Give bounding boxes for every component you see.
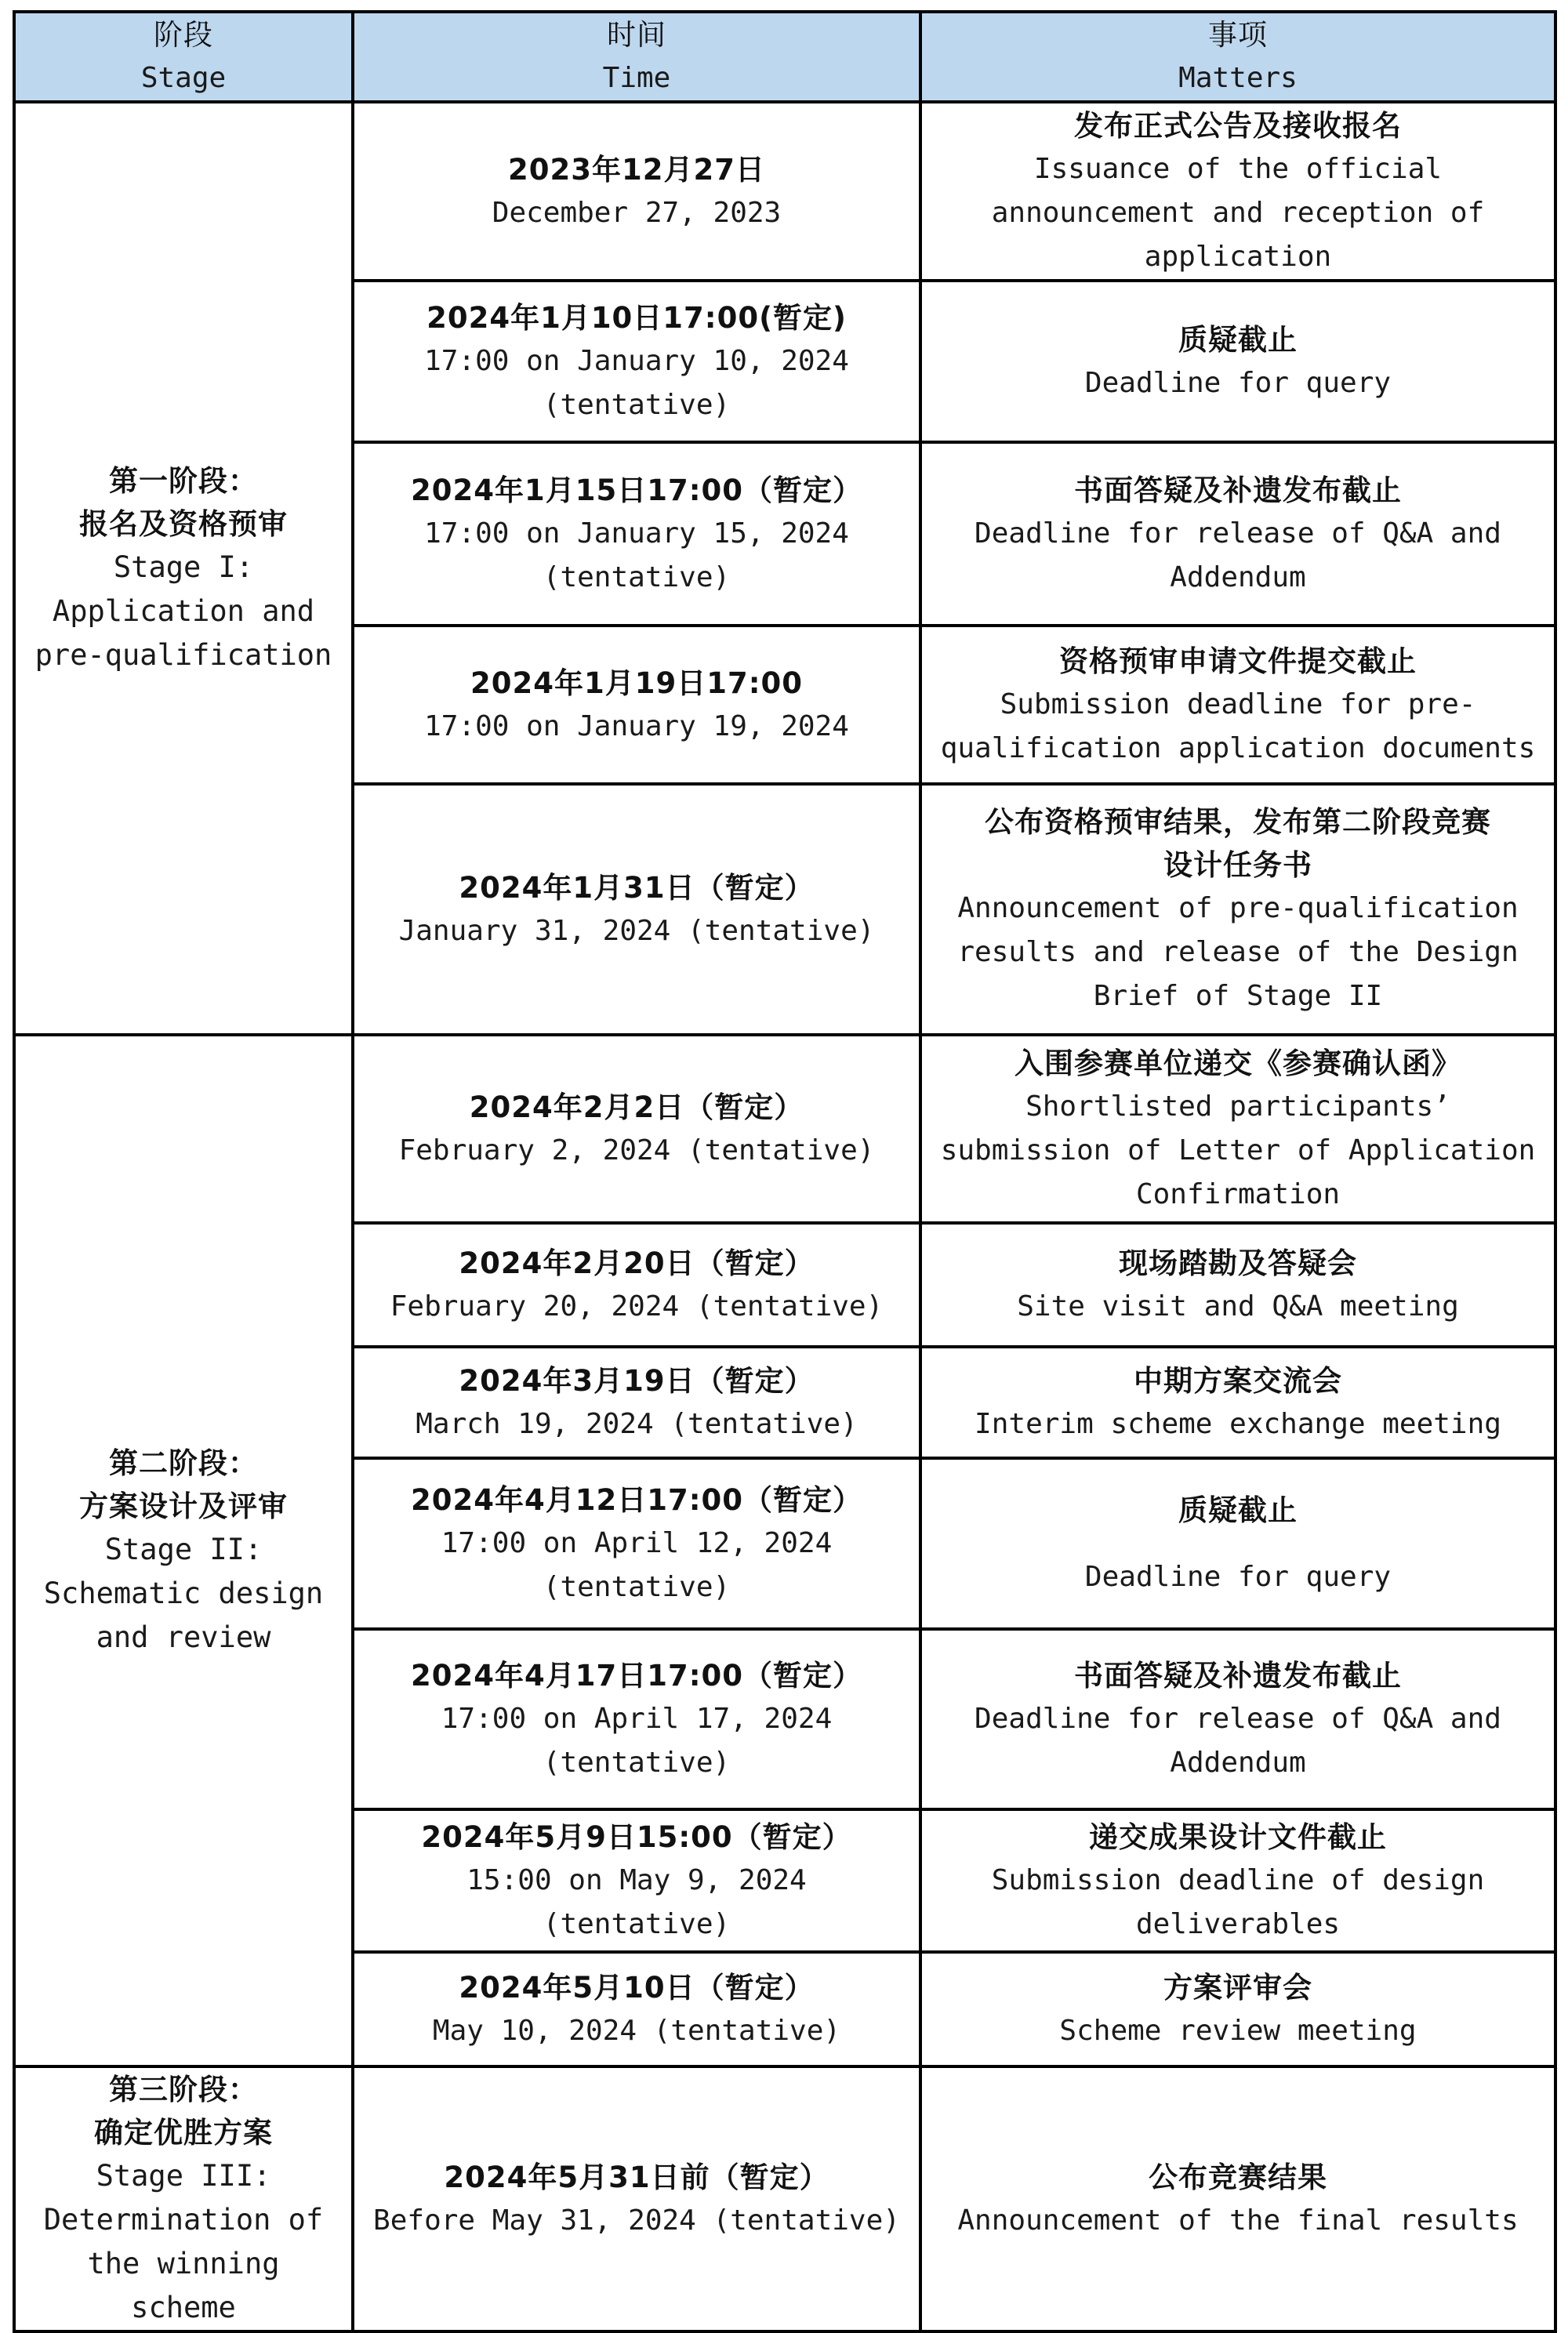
time-cell bbox=[353, 1952, 920, 2066]
time-en: 17:00 on January 19, 2024 bbox=[424, 709, 849, 742]
stage-title-zh: 第一阶段： bbox=[109, 464, 258, 498]
time-zh: 2024年5月10日（暂定） bbox=[459, 1970, 815, 2005]
matter-en: Announcement of the final results bbox=[957, 2204, 1519, 2237]
header-time-zh: 时间 bbox=[607, 18, 666, 52]
header-stage-en: Stage bbox=[140, 62, 227, 94]
header-matters bbox=[920, 12, 1555, 102]
time-en: (tentative) bbox=[543, 561, 731, 593]
stage-subtitle-en: Schematic design bbox=[43, 1576, 324, 1610]
matter-en: Submission deadline of design bbox=[991, 1863, 1485, 1896]
header-stage bbox=[14, 12, 353, 102]
table-header-row bbox=[14, 12, 1555, 102]
stage-title-en: Stage I: bbox=[113, 550, 254, 584]
time-en: 17:00 on April 12, 2024 bbox=[441, 1526, 833, 1559]
time-cell bbox=[353, 442, 920, 626]
time-en: 17:00 on January 15, 2024 bbox=[424, 517, 849, 550]
stage-title-zh: 第三阶段： bbox=[109, 2073, 258, 2106]
matter-en: Submission deadline for pre- bbox=[1000, 688, 1476, 720]
stage-subtitle-en: Application and bbox=[52, 594, 315, 628]
matter-zh: 书面答疑及补遗发布截止 bbox=[1074, 1658, 1402, 1693]
matter-cell bbox=[920, 1458, 1555, 1629]
matter-cell bbox=[920, 1809, 1555, 1952]
time-en: (tentative) bbox=[543, 1570, 731, 1603]
matter-en: Announcement of pre-qualification bbox=[957, 892, 1519, 924]
matter-cell bbox=[920, 1223, 1555, 1347]
time-cell bbox=[353, 1629, 920, 1809]
matter-zh: 公布资格预审结果，发布第二阶段竞赛 bbox=[985, 805, 1491, 839]
time-zh: 2024年5月9日15:00（暂定） bbox=[421, 1820, 852, 1854]
matter-en: Deadline for release of Q&A and bbox=[975, 517, 1501, 550]
time-zh: 2024年4月12日17:00（暂定） bbox=[411, 1482, 862, 1517]
stage-cell bbox=[14, 102, 353, 1035]
matter-en: application bbox=[1144, 240, 1332, 273]
matter-cell bbox=[920, 1952, 1555, 2066]
matter-en: Addendum bbox=[1170, 561, 1306, 593]
matter-en: Deadline for release of Q&A and bbox=[975, 1702, 1501, 1735]
time-zh: 2024年1月15日17:00（暂定） bbox=[411, 473, 862, 507]
header-matters-en: Matters bbox=[1178, 62, 1298, 94]
matter-zh: 现场踏勘及答疑会 bbox=[1119, 1246, 1357, 1280]
time-en: May 10, 2024 (tentative) bbox=[432, 2014, 841, 2047]
stage-title-en: Stage II: bbox=[104, 1533, 263, 1566]
stage-subtitle-zh: 方案设计及评审 bbox=[79, 1489, 288, 1523]
matter-zh: 中期方案交流会 bbox=[1134, 1363, 1342, 1398]
matter-cell bbox=[920, 102, 1555, 281]
time-cell bbox=[353, 1809, 920, 1952]
time-zh: 2024年3月19日（暂定） bbox=[459, 1363, 815, 1398]
time-zh: 2024年1月10日17:00(暂定) bbox=[426, 300, 847, 335]
matter-zh: 方案评审会 bbox=[1163, 1970, 1312, 2005]
time-en: (tentative) bbox=[543, 388, 731, 421]
matter-cell bbox=[920, 281, 1555, 442]
time-cell bbox=[353, 102, 920, 281]
time-en: February 20, 2024 (tentative) bbox=[390, 1290, 884, 1323]
time-zh: 2024年2月2日（暂定） bbox=[469, 1090, 804, 1124]
matter-zh: 公布竞赛结果 bbox=[1149, 2160, 1327, 2194]
header-time bbox=[353, 12, 920, 102]
time-zh: 2024年4月17日17:00（暂定） bbox=[411, 1658, 862, 1693]
time-en: 17:00 on January 10, 2024 bbox=[424, 344, 849, 377]
matter-en: submission of Letter of Application bbox=[940, 1134, 1536, 1166]
time-cell bbox=[353, 626, 920, 784]
stage-subtitle-zh: 报名及资格预审 bbox=[79, 507, 288, 541]
time-en: Before May 31, 2024 (tentative) bbox=[373, 2204, 900, 2237]
matter-cell bbox=[920, 2066, 1555, 2331]
time-en: (tentative) bbox=[543, 1746, 731, 1779]
table-row bbox=[14, 2066, 1555, 2331]
table-row bbox=[14, 102, 1555, 281]
matter-cell bbox=[920, 1629, 1555, 1809]
stage-title-en: Stage III: bbox=[96, 2159, 271, 2193]
matter-en: results and release of the Design bbox=[957, 936, 1519, 968]
matter-zh: 资格预审申请文件提交截止 bbox=[1059, 644, 1417, 678]
time-zh: 2023年12月27日 bbox=[508, 152, 765, 187]
matter-en: Scheme review meeting bbox=[1059, 2014, 1417, 2047]
matter-cell bbox=[920, 1035, 1555, 1223]
time-cell bbox=[353, 1458, 920, 1629]
matter-en: Confirmation bbox=[1135, 1177, 1341, 1210]
time-cell bbox=[353, 2066, 920, 2331]
stage-subtitle-en: the winning scheme bbox=[87, 2247, 280, 2324]
matter-en: Brief of Stage II bbox=[1093, 980, 1383, 1012]
time-zh: 2024年5月31日前（暂定） bbox=[444, 2160, 829, 2194]
matter-zh: 设计任务书 bbox=[1163, 848, 1312, 882]
stage-cell bbox=[14, 2066, 353, 2331]
matter-en: Addendum bbox=[1170, 1746, 1306, 1779]
time-cell bbox=[353, 1035, 920, 1223]
matter-zh: 发布正式公告及接收报名 bbox=[1074, 108, 1402, 143]
matter-en: qualification application documents bbox=[940, 731, 1536, 764]
time-cell bbox=[353, 1223, 920, 1347]
matter-en: announcement and reception of bbox=[991, 196, 1485, 229]
time-cell bbox=[353, 784, 920, 1035]
matter-cell bbox=[920, 1347, 1555, 1458]
time-zh: 2024年1月31日（暂定） bbox=[459, 870, 815, 905]
matter-cell bbox=[920, 784, 1555, 1035]
time-en: February 2, 2024 (tentative) bbox=[398, 1134, 875, 1166]
header-time-en: Time bbox=[602, 62, 671, 94]
matter-zh: 入围参赛单位递交《参赛确认函》 bbox=[1014, 1046, 1461, 1080]
matter-en: Issuance of the official bbox=[1033, 152, 1443, 185]
stage-subtitle-en: pre-qualification bbox=[34, 638, 332, 672]
time-en: (tentative) bbox=[543, 1907, 731, 1940]
matter-en: deliverables bbox=[1135, 1907, 1341, 1940]
matter-en: Deadline for query bbox=[1084, 366, 1392, 399]
matter-zh: 递交成果设计文件截止 bbox=[1089, 1820, 1387, 1854]
table-row bbox=[14, 1035, 1555, 1223]
matter-zh: 质疑截止 bbox=[1178, 1493, 1298, 1527]
stage-subtitle-en: and review bbox=[96, 1620, 271, 1654]
stage-subtitle-zh: 确定优胜方案 bbox=[94, 2116, 273, 2150]
stage-subtitle-en: Determination of bbox=[43, 2203, 324, 2237]
time-en: 17:00 on April 17, 2024 bbox=[441, 1702, 833, 1735]
time-en: January 31, 2024 (tentative) bbox=[398, 914, 875, 947]
header-stage-zh: 阶段 bbox=[154, 18, 213, 52]
stage-cell bbox=[14, 1035, 353, 2066]
matter-en: Interim scheme exchange meeting bbox=[975, 1407, 1501, 1440]
time-cell bbox=[353, 1347, 920, 1458]
time-zh: 2024年2月20日（暂定） bbox=[459, 1246, 815, 1280]
time-zh: 2024年1月19日17:00 bbox=[470, 666, 803, 700]
time-en: 15:00 on May 9, 2024 bbox=[466, 1863, 807, 1896]
matter-en: Site visit and Q&A meeting bbox=[1017, 1290, 1459, 1323]
time-en: December 27, 2023 bbox=[492, 196, 782, 229]
matter-cell bbox=[920, 442, 1555, 626]
matter-cell bbox=[920, 626, 1555, 784]
matter-en: Shortlisted participants’ bbox=[1025, 1090, 1450, 1123]
header-matters-zh: 事项 bbox=[1208, 18, 1268, 52]
time-en: March 19, 2024 (tentative) bbox=[416, 1407, 858, 1440]
matter-en: Deadline for query bbox=[1084, 1560, 1392, 1593]
matter-zh: 质疑截止 bbox=[1178, 322, 1298, 357]
matter-zh: 书面答疑及补遗发布截止 bbox=[1074, 473, 1402, 507]
time-cell bbox=[353, 281, 920, 442]
schedule-table bbox=[13, 10, 1557, 2333]
stage-title-zh: 第二阶段： bbox=[109, 1446, 258, 1480]
